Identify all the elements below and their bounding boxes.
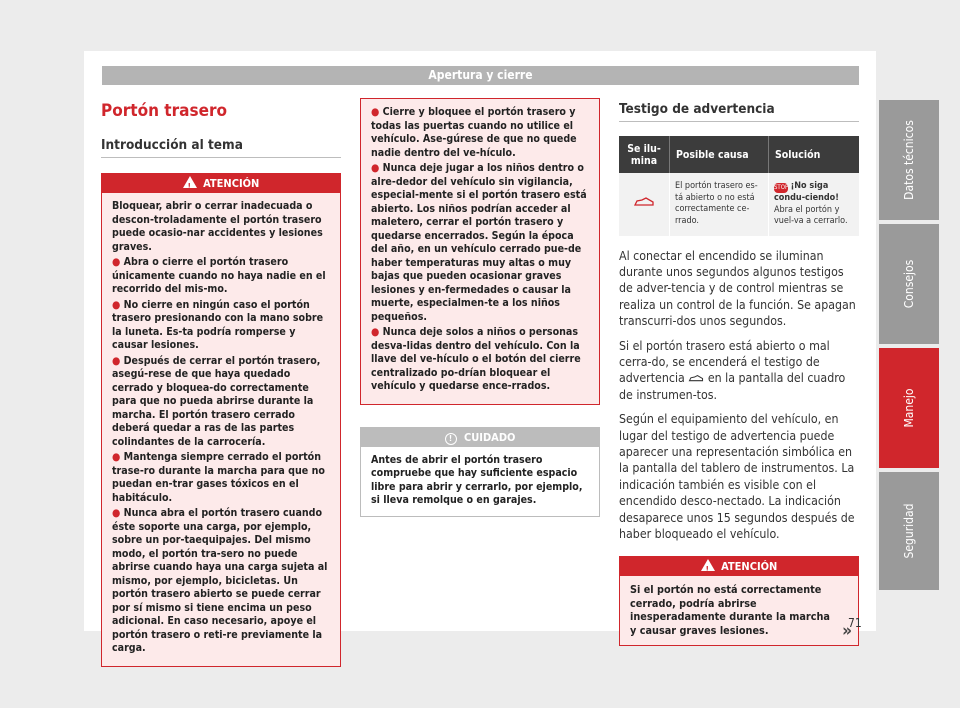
paragraph: Según el equipamiento del vehículo, en lugar del testigo de advertencia puede aparecer una representación simbólica en la pantalla del tablero de instrumentos. La indicación también es visible con el encendido desco-nectado. La indicación desaparece unos 15 segundos después de haber bloqueado el vehículo. xyxy=(619,412,855,541)
warning-intro: Bloquear, abrir o cerrar inadecuada o descon-troladamente el portón trasero puede ocasio-nar accidentes y lesiones graves. xyxy=(112,200,323,253)
warning-bullet xyxy=(112,256,332,297)
warning-bullet-text: Nunca abra el portón trasero cuando éste soporte una carga, por ejemplo, sobre un por-taequipajes. Del mismo modo, el portón tra-sero no puede abrirse cuando haya una carga sujeta al mismo, por ejemplo, bicicletas. Un portón trasero abierto se puede cerrar por sí mismo si tiene encima un peso adicional. En caso necesario, apoye el portón trasero o reti-re previamente la carga. xyxy=(112,507,328,654)
warning-bullet xyxy=(371,106,591,160)
bullet-icon: ● xyxy=(371,162,383,174)
paragraph: Al conectar el encendido se iluminan durante unos segundos algunos testigos de adver-tencia y de control mientras se realiza un control de la función. Se apagan transcurri-dos unos segundos. xyxy=(619,248,856,329)
tab-label: Seguridad xyxy=(902,503,916,559)
warning-light-table xyxy=(619,136,859,236)
section-heading: Testigo de advertencia xyxy=(619,100,859,122)
tab-consejos[interactable] xyxy=(879,224,939,344)
warning-body xyxy=(361,99,599,404)
paragraph xyxy=(619,338,859,404)
bullet-icon: ● xyxy=(112,451,124,463)
warning-box xyxy=(101,173,341,667)
section-subtitle: Introducción al tema xyxy=(101,136,341,158)
table-cell-solution xyxy=(769,173,860,236)
page-number: 71 xyxy=(848,616,862,630)
bullet-icon: ● xyxy=(112,507,124,519)
solution-text: Abra el portón y vuel-va a cerrarlo. xyxy=(774,204,848,226)
bullet-icon: ● xyxy=(112,298,124,311)
warning-label: ATENCIÓN xyxy=(721,560,778,574)
warning-triangle-icon xyxy=(701,559,715,571)
paragraph-lead: Si el portón trasero está abierto o mal cerra-do, se encenderá el testigo de advertencia xyxy=(619,338,830,386)
tab-label: Datos técnicos xyxy=(902,120,916,200)
bullet-icon: ● xyxy=(112,256,124,268)
caution-body: Antes de abrir el portón trasero compruebe que hay suficiente espacio libre para abrir y cerrarlo, por ejemplo, si lleva remolque o en garajes. xyxy=(371,453,583,506)
caution-box xyxy=(360,427,600,517)
warning-bullet-text: Nunca deje solos a niños o personas desva-lidas dentro del vehículo. Con la llave del ve-hículo o el botón del cierre centralizado po-drían bloquear el vehículo y quedarse ence-rrados. xyxy=(371,326,581,392)
open-tailgate-car-icon xyxy=(633,196,655,208)
caution-label: CUIDADO xyxy=(463,430,516,444)
tab-label: Manejo xyxy=(902,388,916,428)
bullet-icon: ● xyxy=(371,326,383,338)
warning-header xyxy=(102,174,340,193)
warning-bullet xyxy=(112,299,332,353)
stop-icon: STOP xyxy=(774,184,789,191)
bullet-icon: ● xyxy=(112,354,124,367)
page-title: Portón trasero xyxy=(101,101,228,121)
warning-bullet xyxy=(371,162,591,324)
warning-body xyxy=(102,193,340,666)
solution-bold: ¡No siga condu-ciendo! xyxy=(774,181,839,203)
warning-label: ATENCIÓN xyxy=(203,177,260,190)
table-cell-icon xyxy=(619,173,670,236)
bullet-icon: ● xyxy=(371,106,383,118)
warning-body: Si el portón no está correctamente cerrado, podría abrirse inesperadamente durante la marcha y causar graves lesiones. xyxy=(630,583,830,637)
column-1 xyxy=(101,98,341,667)
table-header: Solución xyxy=(769,136,860,173)
caution-header xyxy=(361,428,599,447)
continued-arrow-icon: » xyxy=(842,621,852,642)
warning-box-continued xyxy=(360,98,600,405)
tab-manejo[interactable] xyxy=(879,348,939,468)
warning-bullet xyxy=(112,451,332,505)
tab-label: Consejos xyxy=(902,259,916,309)
table-row xyxy=(619,173,859,236)
warning-bullet-text: Abra o cierre el portón trasero únicamente cuando no haya nadie en el recorrido del mis-mo. xyxy=(112,256,326,295)
warning-triangle-icon xyxy=(183,176,197,188)
table-header: Se ilu-mina xyxy=(619,136,670,173)
open-tailgate-car-icon xyxy=(688,374,704,383)
warning-bullet xyxy=(112,507,332,656)
warning-bullet xyxy=(371,326,591,394)
column-2 xyxy=(360,98,600,517)
tab-seguridad[interactable] xyxy=(879,472,939,590)
warning-bullet-text: No cierre en ningún caso el portón trasero presionando con la mano sobre la luneta. Es-ta podría romperse y causar lesiones. xyxy=(112,298,324,351)
body-text xyxy=(619,248,859,543)
tab-datos-tecnicos[interactable] xyxy=(879,100,939,220)
info-circle-icon: ! xyxy=(445,433,457,445)
table-cell-cause: El portón trasero es-tá abierto o no está correctamente ce-rrado. xyxy=(670,173,769,236)
warning-bullet-text: Cierre y bloquee el portón trasero y todas las puertas cuando no utilice el vehículo. Ase-gúrese de que no quede nadie dentro del ve-hículo. xyxy=(371,106,577,159)
warning-box-2 xyxy=(619,556,859,646)
warning-bullet-text: Después de cerrar el portón trasero, asegú-rese de que haya quedado cerrado y bloquea-do correctamente para que no pueda abrirse durante la marcha. El portón trasero cerrado deberá quedar a ras de las partes colindantes de la carrocería. xyxy=(112,354,321,448)
table-header: Posible causa xyxy=(670,136,769,173)
column-3 xyxy=(619,98,859,646)
warning-bullet xyxy=(112,355,332,450)
warning-header xyxy=(620,557,858,576)
paragraph-tail: en la pantalla del cuadro de instrumen-tos. xyxy=(619,371,846,402)
warning-bullet-text: Mantenga siempre cerrado el portón trase-ro durante la marcha para que no puedan en-trar gases tóxicos en el habitáculo. xyxy=(112,451,325,504)
table-header-row xyxy=(619,136,859,173)
running-header: Apertura y cierre xyxy=(102,66,859,85)
warning-bullet-text: Nunca deje jugar a los niños dentro o alre-dedor del vehículo sin vigilancia, especial-mente si el portón trasero está abierto. Los niños podrían acceder al maletero, cerrar el portón trasero y quedarse encerrados. Según la época del año, en un vehículo cerrado pue-de haber temperaturas muy altas o muy bajas que pueden ocasionar graves lesiones y en-fermedades o causar la muerte, especialmen-te a los niños pequeños. xyxy=(371,162,587,323)
